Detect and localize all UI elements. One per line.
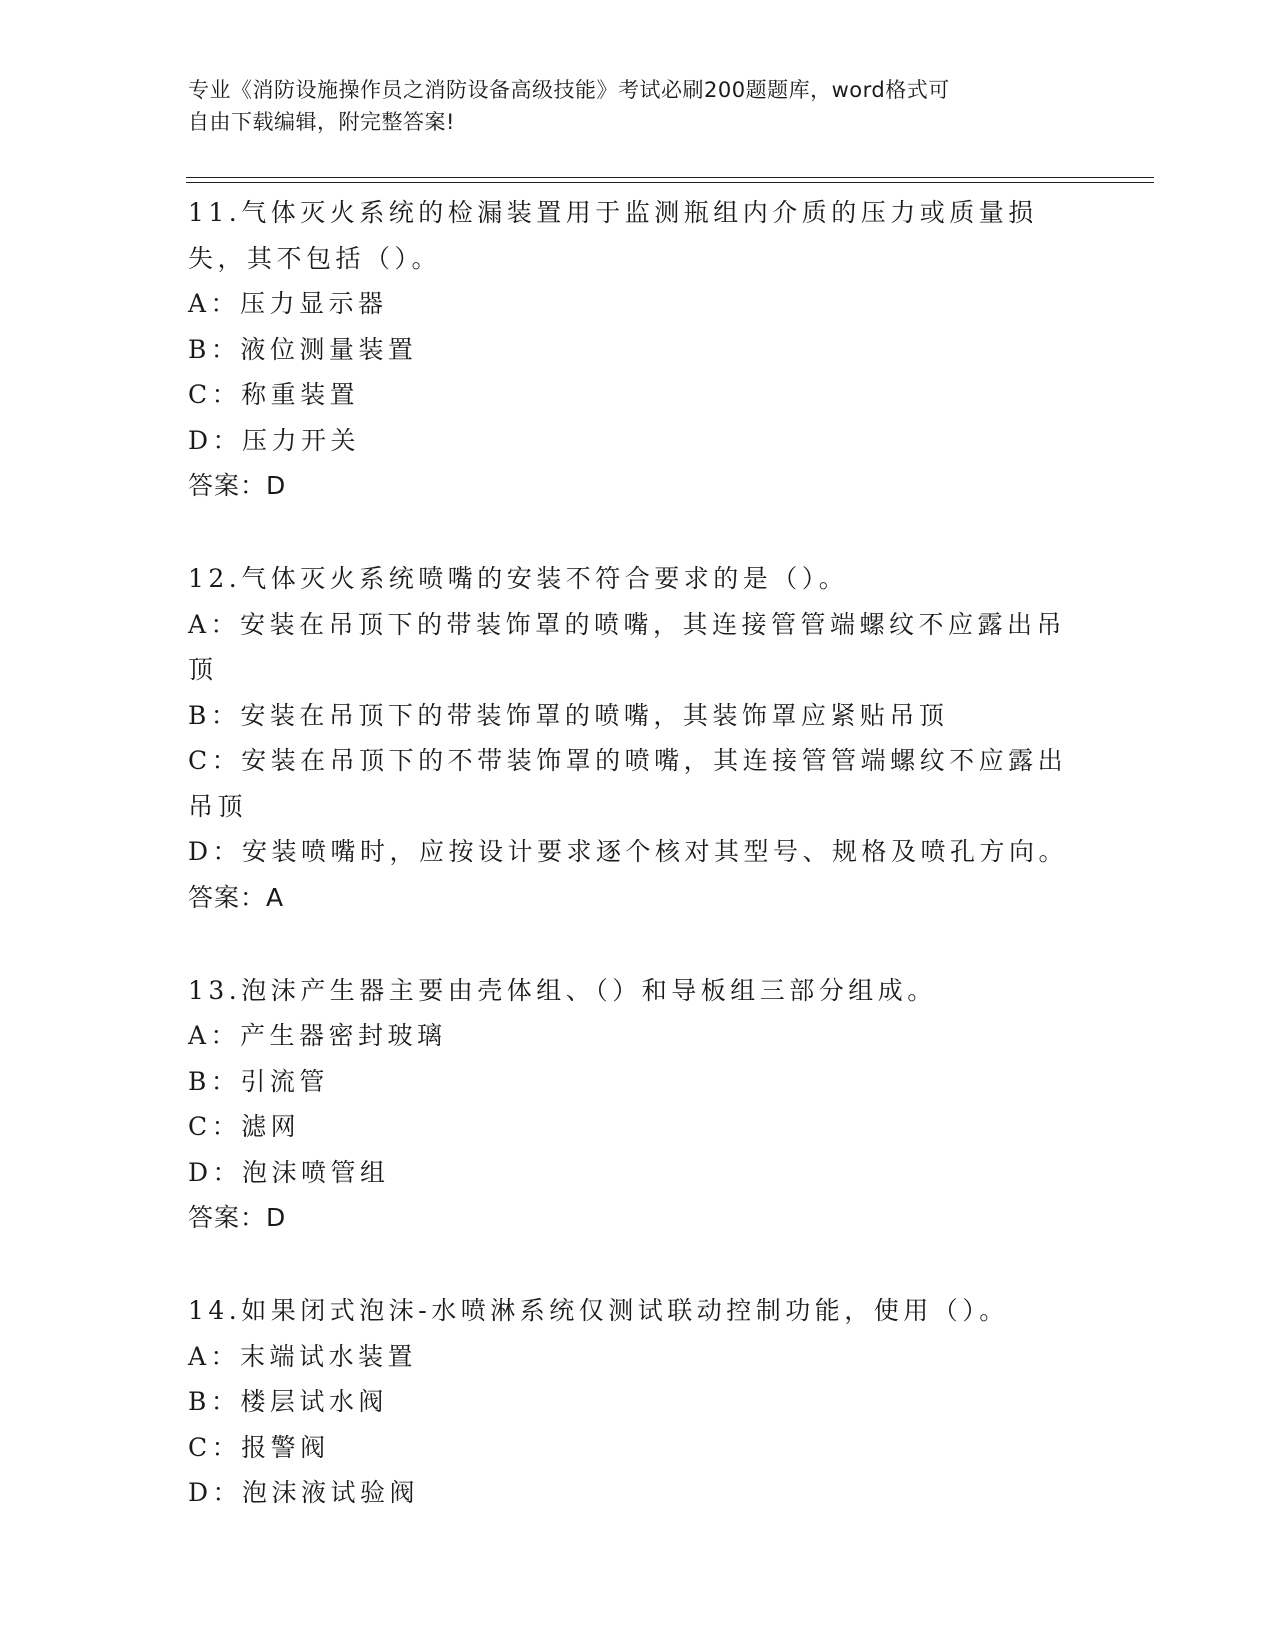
answer-label: 答案：A <box>188 882 285 912</box>
option-a: A：产生器密封玻璃 <box>188 1021 447 1050</box>
header-divider-bottom <box>186 182 1154 183</box>
option-b: B：液位测量装置 <box>188 334 418 364</box>
option-b: B：楼层试水阀 <box>188 1387 388 1416</box>
question-stem: 14.如果闭式泡沫-水喷淋系统仅测试联动控制功能，使用（）。 <box>188 1296 1009 1325</box>
document-header <box>188 74 1068 138</box>
question-13 <box>188 968 1088 1241</box>
question-11 <box>188 190 1088 508</box>
header-divider-top <box>186 177 1154 178</box>
header-line-2: 自由下载编辑，附完整答案! <box>188 110 455 134</box>
option-b: B：引流管 <box>188 1066 329 1096</box>
option-d: D：安装喷嘴时，应按设计要求逐个核对其型号、规格及喷孔方向。 <box>188 837 1069 866</box>
question-stem: 12.气体灭火系统喷嘴的安装不符合要求的是（）。 <box>188 564 849 593</box>
header-line-1: 专业《消防设施操作员之消防设备高级技能》考试必刷200题题库，word格式可 <box>188 78 950 102</box>
question-12 <box>188 556 1088 920</box>
option-d: D：泡沫喷管组 <box>188 1157 390 1187</box>
option-a: A：安装在吊顶下的带装饰罩的喷嘴，其连接管管端螺纹不应露出吊顶 <box>188 609 1067 684</box>
answer-label: 答案：D <box>188 471 287 500</box>
option-b: B：安装在吊顶下的带装饰罩的喷嘴，其装饰罩应紧贴吊顶 <box>188 700 949 730</box>
option-c: C：称重装置 <box>188 380 360 409</box>
question-stem: 11.气体灭火系统的检漏装置用于监测瓶组内介质的压力或质量损失，其不包括（）。 <box>188 198 1038 273</box>
question-list <box>188 190 1088 1564</box>
option-c: C：报警阀 <box>188 1432 330 1462</box>
answer-label: 答案：D <box>188 1203 287 1232</box>
option-d: D：压力开关 <box>188 425 361 455</box>
option-d: D：泡沫液试验阀 <box>188 1478 420 1507</box>
option-c: C：滤网 <box>188 1112 301 1141</box>
option-c: C：安装在吊顶下的不带装饰罩的喷嘴，其连接管管端螺纹不应露出吊顶 <box>188 746 1068 821</box>
question-stem: 13.泡沫产生器主要由壳体组、（）和导板组三部分组成。 <box>188 975 937 1005</box>
option-a: A：压力显示器 <box>188 289 388 318</box>
question-14 <box>188 1288 1088 1516</box>
option-a: A：末端试水装置 <box>188 1341 418 1371</box>
